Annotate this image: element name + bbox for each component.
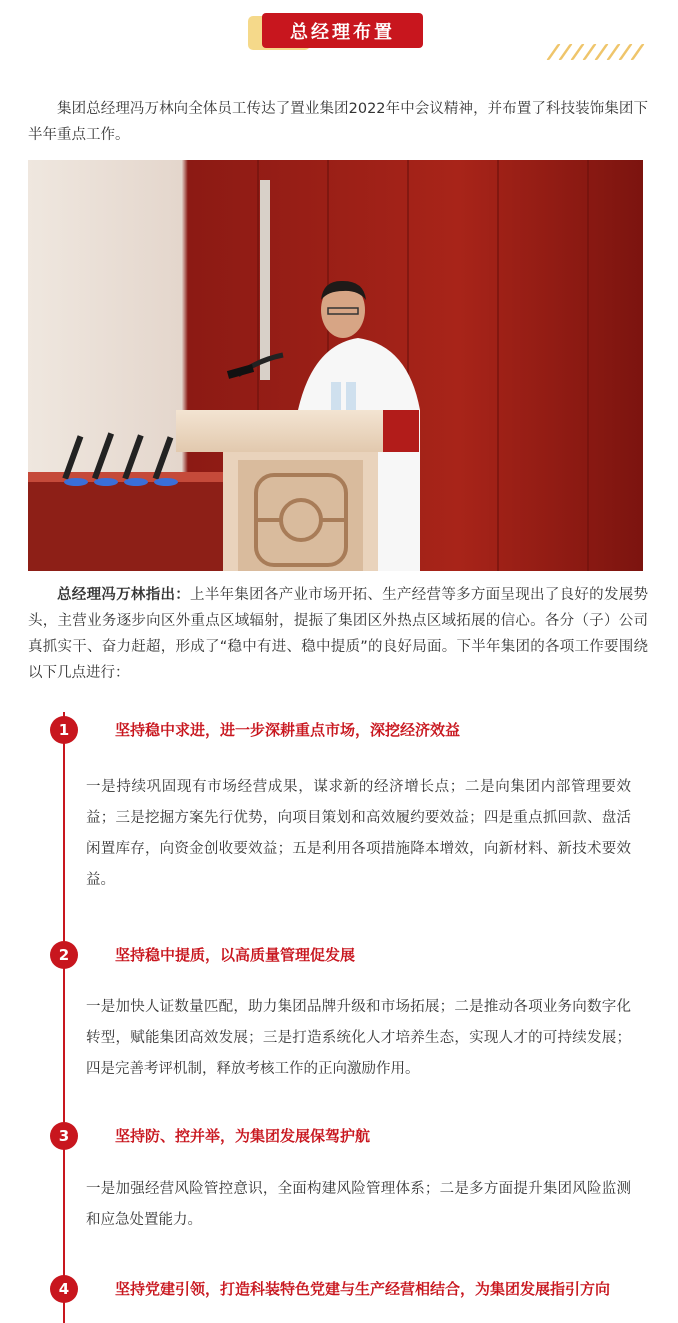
summary-lead: 总经理冯万林指出： (57, 587, 191, 603)
section-title-3: 坚持防、控并举，为集团发展保驾护航 (115, 1127, 371, 1145)
intro-paragraph: 集团总经理冯万林向全体员工传达了置业集团2022年中会议精神，并布置了科技装饰集团下半年重点工作。 (28, 101, 648, 143)
section-header-badge (248, 13, 423, 50)
summary-text: 上半年集团各产业市场开拓、生产经营等多方面呈现出了良好的发展势头，主营业务逐步向区外重点区域辐射，提振了集团区外热点区域拓展的信心。各分（子）公司真抓实干、奋力赶超，形成了“稳中有进、稳中提质”的良好局面。下半年集团的各项工作要围绕以下几点进行： (28, 587, 649, 681)
section-number-3: 3 (50, 1122, 78, 1150)
section-number-2: 2 (50, 941, 78, 969)
section-number-1: 1 (50, 716, 78, 744)
section-title-4: 坚持党建引领，打造科装特色党建与生产经营相结合，为集团发展指引方向 (115, 1280, 611, 1298)
section-body-3: 一是加强经营风险管控意识，全面构建风险管理体系；二是多方面提升集团风险监测和应急处置能力。 (86, 1181, 631, 1228)
section-body-2: 一是加快人证数量匹配，助力集团品牌升级和市场拓展；二是推动各项业务向数字化转型，赋能集团高效发展；三是打造系统化人才培养生态，实现人才的可持续发展；四是完善考评机制，释放考核工作的正向激励作用。 (86, 999, 631, 1077)
decorative-stripes (544, 42, 644, 62)
section-number-4: 4 (50, 1275, 78, 1303)
section-body-1: 一是持续巩固现有市场经营成果，谋求新的经济增长点；二是向集团内部管理要效益；三是挖掘方案先行优势，向项目策划和高效履约要效益；四是重点抓回款、盘活闲置库存，向资金创收要效益；五是利用各项措施降本增效，向新材料、新技术要效益。 (86, 779, 631, 888)
section-header-title: 总经理布置 (262, 13, 423, 48)
speech-photo (28, 160, 643, 571)
timeline-line (63, 712, 65, 1323)
section-title-1: 坚持稳中求进，进一步深耕重点市场，深挖经济效益 (115, 721, 461, 739)
summary-paragraph (28, 582, 648, 686)
section-title-2: 坚持稳中提质，以高质量管理促发展 (115, 946, 356, 964)
